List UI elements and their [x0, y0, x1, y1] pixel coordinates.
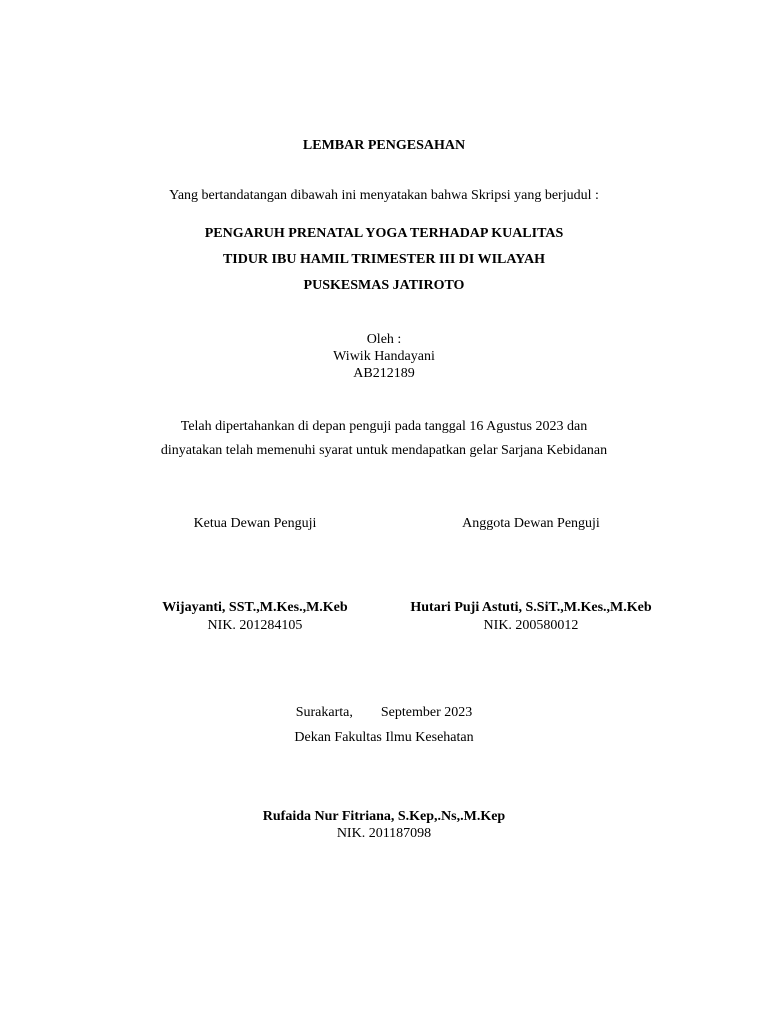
member-name: Hutari Puji Astuti, S.SiT.,M.Kes.,M.Keb [410, 600, 652, 615]
chair-role: Ketua Dewan Penguji [193, 516, 317, 531]
place-date-block [0, 700, 768, 750]
thesis-title [0, 221, 768, 299]
thesis-title-line-1: PENGARUH PRENATAL YOGA TERHADAP KUALITAS [204, 226, 564, 241]
author-block [0, 331, 768, 382]
place: Surakarta, [295, 705, 353, 720]
defense-statement [0, 415, 768, 463]
member-nik: NIK. 200580012 [483, 618, 579, 633]
document-title: LEMBAR PENGESAHAN [302, 138, 466, 153]
chair-signature-block [140, 599, 370, 635]
author-name: Wiwik Handayani [333, 349, 435, 364]
dean-position: Dekan Fakultas Ilmu Kesehatan [294, 730, 474, 745]
dean-signature-block [0, 808, 768, 842]
member-signature-block [386, 599, 676, 635]
chair-nik: NIK. 201284105 [207, 618, 303, 633]
thesis-title-line-3: PUSKESMAS JATIROTO [303, 278, 465, 293]
dean-name: Rufaida Nur Fitriana, S.Kep,.Ns,.M.Kep [262, 809, 506, 824]
statement-line-1: Telah dipertahankan di depan penguji pada tanggal 16 Agustus 2023 dan [180, 419, 588, 434]
statement-line-2: dinyatakan telah memenuhi syarat untuk mendapatkan gelar Sarjana Kebidanan [160, 443, 608, 458]
member-role: Anggota Dewan Penguji [462, 516, 600, 531]
author-by-label: Oleh : [366, 332, 402, 347]
date: September 2023 [380, 705, 473, 720]
place-date-line [0, 700, 768, 725]
dean-nik: NIK. 201187098 [336, 826, 432, 841]
intro-text: Yang bertandatangan dibawah ini menyatakan bahwa Skripsi yang berjudul : [169, 188, 599, 203]
chair-name: Wijayanti, SST.,M.Kes.,M.Keb [162, 600, 348, 615]
thesis-title-line-2: TIDUR IBU HAMIL TRIMESTER III DI WILAYAH [222, 252, 546, 267]
author-id: AB212189 [353, 366, 415, 381]
